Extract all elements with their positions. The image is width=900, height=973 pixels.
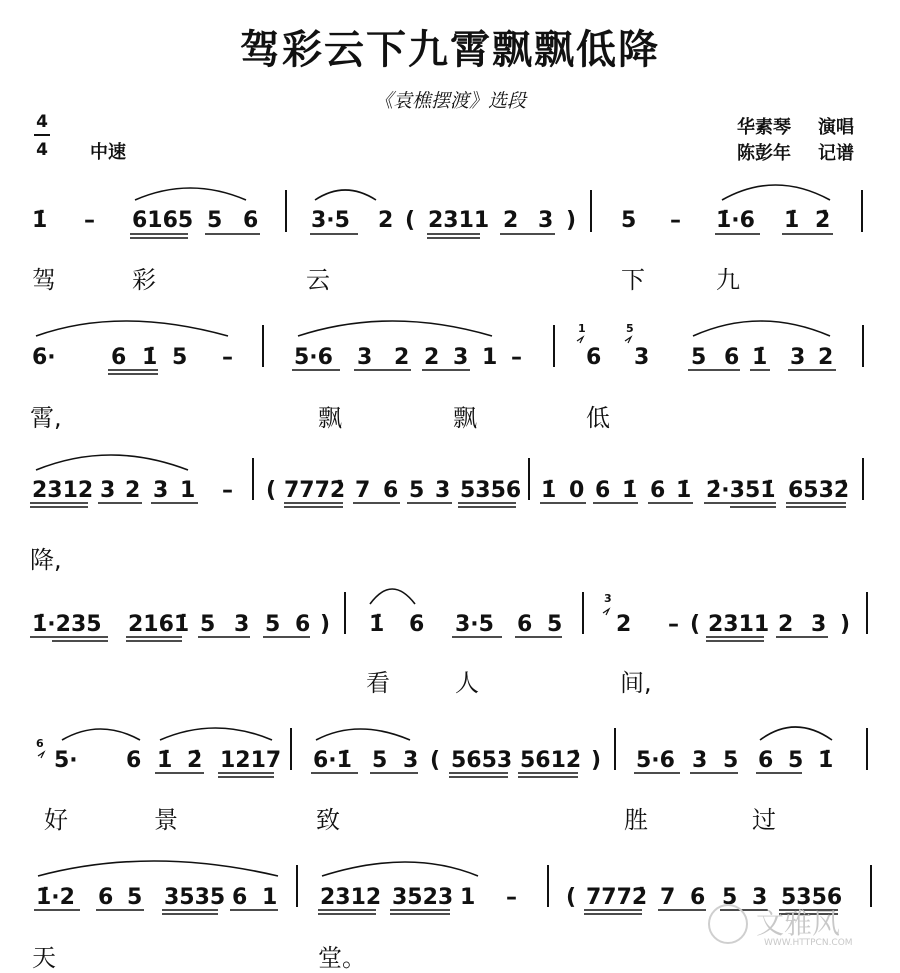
note: 1̇·2 <box>36 885 75 910</box>
note: 6 <box>690 885 706 910</box>
slur <box>693 321 830 336</box>
note: 5 <box>547 612 563 637</box>
note: 2 <box>378 208 394 233</box>
note: ) <box>566 208 577 233</box>
note: 3 <box>153 478 169 503</box>
lyric: 间, <box>620 669 652 697</box>
note: 6 <box>232 885 248 910</box>
lyric: 低 <box>586 404 610 432</box>
performer-role: 演唱 <box>818 117 854 138</box>
note: 6 <box>586 345 602 370</box>
note: 1̇ <box>818 748 834 773</box>
lyric: 好 <box>44 806 68 834</box>
note: 6 <box>126 748 142 773</box>
note: 6 <box>243 208 259 233</box>
subtitle: 《袁樵摆渡》选段 <box>373 90 526 112</box>
note: 5 <box>722 885 738 910</box>
note: 2 <box>125 478 141 503</box>
lyric: 飘 <box>453 404 477 432</box>
note: 6 <box>758 748 774 773</box>
note: 5· <box>54 748 78 773</box>
note: 3535 <box>164 885 226 910</box>
note: 6 <box>295 612 311 637</box>
slur <box>760 727 832 740</box>
note: 7772̇ <box>284 478 346 503</box>
note: 0 <box>569 478 585 503</box>
lyric: 驾 <box>32 266 56 294</box>
note: 6532̇ <box>788 478 850 503</box>
note: 3·5 <box>455 612 494 637</box>
note: 5 <box>200 612 216 637</box>
note: ) <box>840 612 851 637</box>
note: 5 <box>409 478 425 503</box>
note: – <box>506 885 517 910</box>
note: 6 <box>724 345 740 370</box>
note: 6 <box>383 478 399 503</box>
note: 2312 <box>320 885 382 910</box>
note: 1 <box>460 885 476 910</box>
note: 5 <box>691 345 707 370</box>
note: 5·6 <box>636 748 675 773</box>
slur <box>322 862 478 876</box>
note: 6 <box>409 612 425 637</box>
note: 3523 <box>392 885 454 910</box>
note: 3 <box>357 345 373 370</box>
lyric: 致 <box>316 806 340 834</box>
time-signature-top: 4 <box>36 112 48 132</box>
note: 3 <box>403 748 419 773</box>
lyric: 霄, <box>30 404 62 432</box>
note: ( <box>690 612 701 637</box>
note: 6·1̇ <box>313 748 352 773</box>
slur <box>36 455 188 470</box>
note: 1 <box>262 885 278 910</box>
lyric: 天 <box>32 944 56 972</box>
note: ) <box>591 748 602 773</box>
slur <box>36 321 228 336</box>
note: 6 <box>595 478 611 503</box>
note: 2312 <box>32 478 94 503</box>
note: 1̇ <box>32 208 48 233</box>
page-title: 驾彩云下九霄飘飘低降 <box>240 26 660 73</box>
note: 5 <box>172 345 188 370</box>
note: ( <box>566 885 577 910</box>
grace-note: 3 <box>604 592 612 605</box>
note: 6 <box>98 885 114 910</box>
note: 5 <box>265 612 281 637</box>
note: 6165 <box>132 208 194 233</box>
note: 2 <box>616 612 632 637</box>
note: 7 <box>660 885 676 910</box>
note: 1217 <box>220 748 282 773</box>
note: 2̇ <box>815 208 831 233</box>
note: 2̇ <box>187 748 203 773</box>
note: 5612̇ <box>520 748 582 773</box>
grace-note: 5 <box>626 322 634 335</box>
note: 2 <box>778 612 794 637</box>
note: 6 <box>517 612 533 637</box>
note: 5 <box>621 208 637 233</box>
note: 1̇ <box>676 478 692 503</box>
note: 2 <box>503 208 519 233</box>
note: 2311 <box>708 612 770 637</box>
note: 1̇ <box>157 748 173 773</box>
lyric: 云 <box>306 266 330 294</box>
note: 5356 <box>781 885 843 910</box>
note: 7772̇ <box>586 885 648 910</box>
lyric: 人 <box>455 669 479 697</box>
note: 1̇·235 <box>32 612 102 637</box>
slur <box>38 861 278 876</box>
note: 3 <box>692 748 708 773</box>
note: 1̇ <box>541 478 557 503</box>
note: – <box>222 345 233 370</box>
transcriber-role: 记谱 <box>818 143 854 164</box>
lyric: 降, <box>30 546 62 574</box>
note: 3 <box>234 612 250 637</box>
note: 6 <box>650 478 666 503</box>
slur <box>316 729 410 740</box>
grace-note: 6 <box>36 737 44 750</box>
note: 3 <box>435 478 451 503</box>
lyric: 下 <box>621 266 645 294</box>
note: 1̇ <box>142 345 158 370</box>
note: 5 <box>127 885 143 910</box>
note: 5 <box>788 748 804 773</box>
note: 2311 <box>428 208 490 233</box>
time-signature-bottom: 4 <box>36 140 48 160</box>
note: – <box>668 612 679 637</box>
lyric: 看 <box>366 669 390 697</box>
slur <box>298 321 492 336</box>
lyric: 景 <box>154 806 178 834</box>
lyric: 过 <box>752 806 776 834</box>
note: 2161̇ <box>128 612 190 637</box>
note: 3 <box>453 345 469 370</box>
note: 3 <box>634 345 650 370</box>
slur <box>370 589 415 604</box>
watermark-logo-icon <box>708 904 748 944</box>
note: – <box>84 208 95 233</box>
note: 3 <box>811 612 827 637</box>
note: 5653 <box>451 748 513 773</box>
transcriber-name: 陈彭年 <box>737 143 791 164</box>
tempo-marking: 中速 <box>90 142 126 163</box>
note: ( <box>430 748 441 773</box>
watermark-text: 文雅风 <box>756 907 841 940</box>
note: 6 <box>111 345 127 370</box>
slur <box>160 728 272 740</box>
lyric: 胜 <box>624 806 648 834</box>
note: 3·5 <box>311 208 350 233</box>
note: 2 <box>424 345 440 370</box>
note: – <box>222 478 233 503</box>
slur <box>62 729 140 740</box>
note: 3 <box>538 208 554 233</box>
note: 5 <box>372 748 388 773</box>
note: – <box>511 345 522 370</box>
lyric: 堂。 <box>318 944 366 972</box>
note: 2 <box>818 345 834 370</box>
watermark-url: WWW.HTTPCN.COM <box>764 938 853 948</box>
note: ) <box>320 612 331 637</box>
grace-note: 1 <box>578 322 586 335</box>
note: 1 <box>180 478 196 503</box>
note: 1̇ <box>752 345 768 370</box>
note: 7 <box>355 478 371 503</box>
note: 2̇·351̇ <box>706 478 776 503</box>
note: 5356 <box>460 478 522 503</box>
note: 5 <box>207 208 223 233</box>
note: 1̇ <box>369 612 385 637</box>
lyric: 九 <box>716 266 740 294</box>
note: ( <box>266 478 277 503</box>
note: – <box>670 208 681 233</box>
slur <box>135 188 246 200</box>
note: 6· <box>32 345 56 370</box>
note: 1̇ <box>784 208 800 233</box>
note: 1̇·6 <box>716 208 755 233</box>
performer-name: 华素琴 <box>737 117 791 138</box>
slur <box>722 185 830 200</box>
note: 5·6 <box>294 345 333 370</box>
note: 3 <box>752 885 768 910</box>
note: 3 <box>790 345 806 370</box>
lyric: 彩 <box>132 266 156 294</box>
note: 5 <box>723 748 739 773</box>
note: 3 <box>100 478 116 503</box>
slur <box>315 190 376 200</box>
note: 1̇ <box>622 478 638 503</box>
lyric: 飘 <box>318 404 342 432</box>
note: 2 <box>394 345 410 370</box>
note: 1 <box>482 345 498 370</box>
note: ( <box>405 208 416 233</box>
